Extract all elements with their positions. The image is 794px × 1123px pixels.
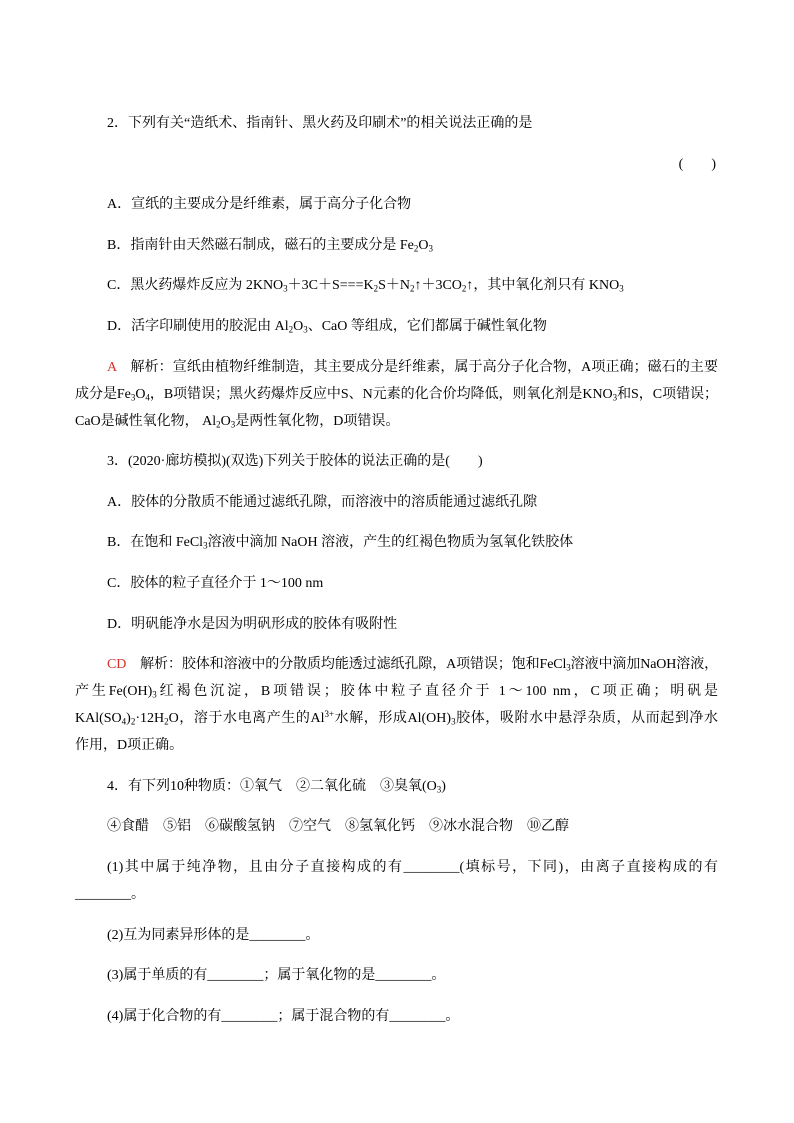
subscript: 2 <box>373 283 379 294</box>
subscript: 3 <box>283 283 288 294</box>
question-3-option-a: A．胶体的分散质不能通过滤纸孔隙，而溶液中的溶质能通过滤纸孔隙 <box>107 494 538 510</box>
subscript: 3 <box>230 419 236 430</box>
subscript: 2 <box>164 716 169 727</box>
question-3-stem: 3．(2020·廊坊模拟)(双选)下列关于胶体的说法正确的是( ) <box>107 454 483 470</box>
question-3-option-b: B．在饱和 FeCl$_3$溶液中滴加 NaOH 溶液，产生的红褐色物质为氢氧化铁胶体 <box>107 535 574 551</box>
subscript: 2 <box>130 716 136 727</box>
subscript: 4 <box>145 392 150 403</box>
question-2-analysis <box>75 354 718 435</box>
question-4-part-4: (4)属于化合物的有________；属于混合物的有________。 <box>107 1008 460 1024</box>
question-3-analysis-line: 作用，D项正确。 <box>75 738 184 754</box>
question-2-analysis-text: 解析：宣纸由植物纤维制造，其主要成分是纤维素，属于高分子化合物，A项正确；磁石的主要 <box>116 359 718 375</box>
subscript: 3 <box>612 392 618 403</box>
question-2-option-c: C．黑火药爆炸反应为 $2KNO_3+3C+S===K_2S+N_2↑+3CO_2↑$，其中氧化剂只有 $KNO_3$ <box>107 278 624 294</box>
subscript: 2 <box>216 419 221 430</box>
subscript: 3 <box>619 283 624 294</box>
question-3-analysis-line: $KAl(SO_4)_2\cdot 12H_2O$，溶于水电离产生的$Al^{3+}$水解，形成$Al(OH)_3$胶体，吸附水中悬浮杂质，从而起到净水 <box>75 709 718 727</box>
question-4 <box>75 773 718 1030</box>
subscript: 3 <box>303 324 308 335</box>
subscript: 3 <box>436 784 442 795</box>
subscript: 3 <box>566 662 571 673</box>
subscript: 2 <box>409 283 415 294</box>
question-3-option-c: C．胶体的粒子直径介于 1～100 nm <box>107 575 324 591</box>
subscript: 2 <box>413 243 419 254</box>
question-4-part-3: (3)属于单质的有________；属于氧化物的是________。 <box>107 968 446 984</box>
document-page <box>75 110 718 1043</box>
subscript: 3 <box>203 540 208 551</box>
question-4-part-1-line: ________。 <box>75 886 145 902</box>
question-2-option-d: D．活字印刷使用的胶泥由 $Al_2O_3$、CaO 等组成，它们都属于碱性氧化物 <box>107 318 547 335</box>
question-2-stem: 2．下列有关“造纸术、指南针、黑火药及印刷术”的相关说法正确的是 <box>107 116 533 131</box>
question-2-option-a: A．宣纸的主要成分是纤维素，属于高分子化合物 <box>107 197 412 213</box>
superscript: 3+ <box>324 709 335 720</box>
question-2-analysis-line <box>75 354 718 381</box>
question-3-option-d: D．明矾能净水是因为明矾形成的胶体有吸附性 <box>107 616 398 632</box>
subscript: 3 <box>451 716 456 727</box>
question-4-part-1 <box>75 854 718 908</box>
question-2-analysis-line: CaO是碱性氧化物， $Al_2O_3$是两性氧化物，D项错误。 <box>75 413 400 430</box>
subscript: 3 <box>130 392 136 403</box>
subscript: 2 <box>288 324 294 335</box>
subscript: 3 <box>152 689 157 700</box>
subscript: 3 <box>428 243 433 254</box>
question-3-answer-label: CD <box>107 657 127 673</box>
question-2-analysis-line: 成分是$Fe_3O_4$，B项错误；黑火药爆炸反应中S、N元素的化合价均降低，则氧化剂是$KNO_3$和S，C项错误； <box>75 386 718 403</box>
question-2-option-b: B．指南针由天然磁石制成，磁石的主要成分是 $Fe_2O_3$ <box>107 237 433 254</box>
question-4-part-2: (2)互为同素异形体的是________。 <box>107 927 320 943</box>
question-4-stem: 4．有下列10种物质：①氧气 ②二氧化硫 ③臭氧$(O_3)$ <box>107 778 446 795</box>
question-4-substance-list: ④食醋 ⑤铝 ⑥碳酸氢钠 ⑦空气 ⑧氢氧化钙 ⑨冰水混合物 ⑩乙醇 <box>107 819 569 835</box>
question-3-analysis-line <box>75 651 718 678</box>
question-3-analysis <box>75 651 718 759</box>
subscript: 2 <box>461 283 467 294</box>
question-4-part-1-line: (1)其中属于纯净物，且由分子直接构成的有________(填标号，下同)，由离子直接构成的有 <box>107 859 718 875</box>
subscript: 4 <box>121 716 127 727</box>
question-2 <box>75 110 718 435</box>
question-3 <box>75 448 718 759</box>
question-3-analysis-line: 产生$Fe(OH)_3$红褐色沉淀，B项错误；胶体中粒子直径介于 1～100 nm，C项正确；明矾是 <box>75 684 718 700</box>
question-3-analysis-text: 解析：胶体和溶液中的分散质均能透过滤纸孔隙，A项错误；饱和FeCl$_3$溶液中滴加NaOH溶液， <box>126 657 718 673</box>
question-2-answer-label: A <box>107 359 117 375</box>
question-2-answer-bracket: ( ) <box>678 156 716 172</box>
